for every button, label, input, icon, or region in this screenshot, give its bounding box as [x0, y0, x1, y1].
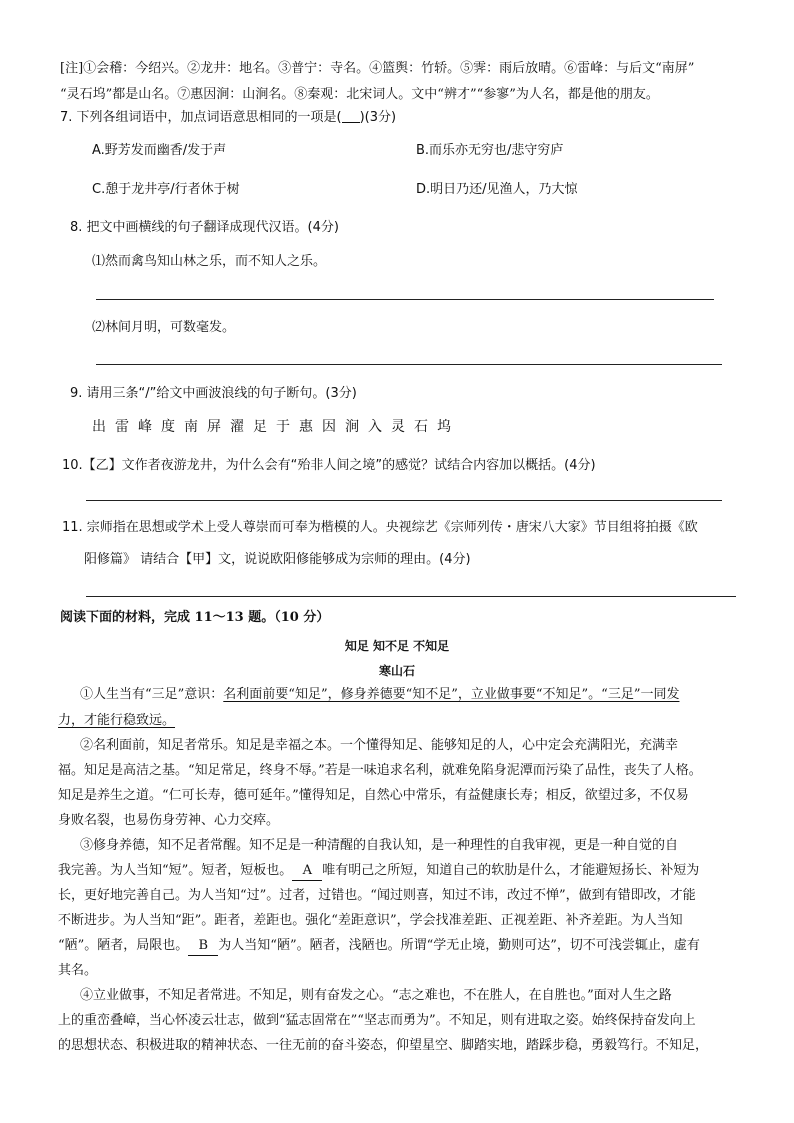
para-1-underlined-end: 力，才能行稳致远。	[58, 713, 176, 728]
q8-sentence-1: ⑴然而禽鸟知山林之乐，而不知人之乐。	[92, 254, 327, 269]
para-2-line-1: ②名利面前，知足者常乐。知足是幸福之本。一个懂得知足、能够知足的人，心中定会充满阳光，充满幸	[80, 738, 679, 753]
para-3-line-5-b: 为人当知“陋”。陋者，浅陋也。所谓“学无止境，勤则可达”，切不可浅尝辄止，虚有	[218, 938, 700, 953]
para-3-line-3: 长，更好地完善自己。为人当知“过”。过者，过错也。“闻过则喜，知过不讳，改过不惮”，做到有错即改，才能	[58, 888, 696, 903]
q11-line-2: 阳修篇》 请结合【甲】文，说说欧阳修能够成为宗师的理由。(4分)	[84, 552, 471, 567]
para-4-line-2: 上的重峦叠嶂，当心怀凌云壮志，做到“猛志固常在”“坚志而勇为”。不知足，则有进取之姿。始终保持奋发向上	[58, 1013, 696, 1028]
reading-instruction: 阅读下面的材料，完成 11～13 题。（10 分）	[60, 610, 330, 625]
note-line-2: “灵石坞”都是山名。⑦惠因涧：山涧名。⑧秦观：北宋词人。文中“辨才”“参寥”为人名，都是他的朋友。	[60, 87, 659, 102]
q7-stem-score: )(3分)	[359, 110, 397, 125]
para-3-line-5-a: “陋”。陋者，局限也。	[58, 938, 189, 953]
article-title: 知足 知不足 不知足	[344, 639, 450, 653]
para-3-line-2-b: 唯有明己之所短，知道自己的软肋是什么，才能避短扬长、补短为	[322, 863, 700, 878]
article-author: 寒山石	[378, 664, 415, 678]
q8-sentence-2: ⑵林间月明，可数毫发。	[92, 320, 236, 335]
para-3-line-1: ③修身养德，知不足者常醒。知不足是一种清醒的自我认知，是一种理性的自我审视，更是一种自觉的自	[80, 838, 679, 853]
para-3-line-6: 其名。	[58, 963, 98, 978]
q11-answer-line[interactable]	[86, 596, 736, 597]
q7-stem	[60, 109, 396, 127]
para-2-line-3: 知足是养生之道。“仁可长寿，德可延年。”懂得知足，自然心中常乐，有益健康长寿；相反，欲望过多，不仅易	[58, 788, 689, 803]
q8-stem: 8. 把文中画横线的句子翻译成现代汉语。(4分)	[70, 220, 339, 235]
para-1-line-2	[58, 712, 175, 730]
q7-option-d: D.明日乃还/见渔人，乃大惊	[416, 182, 578, 197]
para-3-line-2	[58, 862, 699, 881]
q7-option-a: A.野芳发而幽香/发于声	[92, 143, 227, 158]
q10-stem: 10.【乙】文作者夜游龙井，为什么会有“殆非人间之境”的感觉？试结合内容加以概括。(4分)	[62, 458, 596, 473]
q8-answer-line-2[interactable]	[96, 364, 722, 365]
q9-sentence[interactable]: 出雷峰度南屏濯足于惠因涧入灵石坞	[92, 419, 460, 435]
para-2-line-2: 福。知足是高洁之基。“知足常足，终身不辱。”若是一味追求名利，就难免陷身泥潭而污染了品性，丧失了人格。	[58, 763, 702, 778]
para-3-line-5	[58, 937, 700, 956]
q9-stem: 9. 请用三条“/”给文中画波浪线的句子断句。(3分)	[70, 386, 357, 401]
blank-a[interactable]: A	[292, 862, 322, 881]
q7-option-b: B.而乐亦无穷也/悲守穷庐	[416, 143, 564, 158]
q11-line-1: 11. 宗师指在思想或学术上受人尊崇而可奉为楷模的人。央视综艺《宗师列传・唐宋八大家》节目组将拍摄《欧	[62, 520, 698, 535]
para-2-line-4: 身败名裂，也易伤身劳神、心力交瘁。	[58, 813, 280, 828]
para-1-underlined: 名利面前要“知足”，修身养德要“知不足”，立业做事要“不知足”。“三足”一同发	[223, 687, 680, 702]
para-1-lead: ①人生当有“三足”意识：	[80, 687, 224, 702]
para-3-line-4: 不断进步。为人当知“距”。距者，差距也。强化“差距意识”，学会找准差距、正视差距、补齐差距。为人当知	[58, 913, 683, 928]
para-1-line-1	[80, 686, 679, 704]
q8-answer-line-1[interactable]	[96, 299, 714, 300]
para-4-line-3: 的思想状态、积极进取的精神状态、一往无前的奋斗姿态，仰望星空、脚踏实地，踏踩步稳，勇毅笃行。不知足，	[58, 1038, 709, 1053]
para-4-line-1: ④立业做事，不知足者常进。不知足，则有奋发之心。“志之难也，不在胜人，在自胜也。”面对人生之路	[80, 988, 672, 1003]
blank-b[interactable]: B	[188, 937, 218, 956]
para-3-line-2-a: 我完善。为人当知“短”。短者，短板也。	[58, 863, 293, 878]
q7-option-c: C.憩于龙井亭/行者休于树	[92, 182, 240, 197]
q7-answer-blank[interactable]	[342, 110, 360, 123]
q7-stem-text: 7. 下列各组词语中，加点词语意思相同的一项是(	[60, 110, 342, 125]
q10-answer-line[interactable]	[86, 500, 722, 501]
note-line-1: [注]①会稽：今绍兴。②龙井：地名。③普宁：寺名。④篮舆：竹轿。⑤霁：雨后放晴。⑥雷峰：与后文“南屏”	[60, 61, 695, 76]
